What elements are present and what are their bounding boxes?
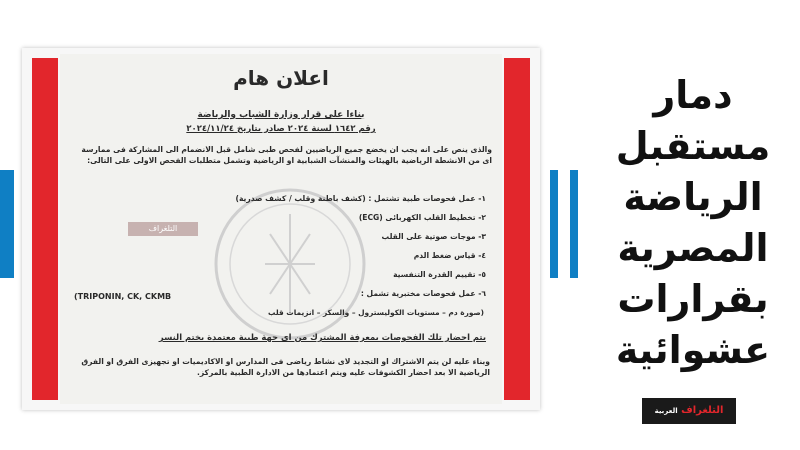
lab-tests-text: (صورة دم – مستويات الكوليسترول – والسكر – انزيمات قلب	[268, 308, 484, 317]
headline-line: عشوائية	[615, 328, 771, 372]
requirements-list	[74, 194, 486, 308]
announcement-title: اعلان هام	[233, 66, 329, 90]
cardiac-enzymes-latin: (TRIPONIN, CK, CKMB	[74, 292, 172, 301]
list-item: ٥- تقييم القدرة التنفسية	[393, 270, 486, 279]
decision-reference: بناءا على قرار وزارة الشباب والرياضة	[197, 110, 365, 120]
left-blue-accent-bar	[0, 170, 14, 278]
document-photo-frame	[22, 48, 540, 410]
logo-suffix: العربية	[654, 407, 678, 415]
right-red-border	[504, 58, 530, 400]
mid-blue-accent-bar-2	[570, 170, 578, 278]
highlight-note: يتم احضار تلك الفحوصات بمعرفة المشترك من اى جهة طبية معتمدة بختم النسر	[158, 332, 486, 342]
announcement-paper	[60, 54, 502, 404]
announcement-intro: والذى ينص على انه يجب ان يخضع جميع الرياضيين لفحص طبى شامل قبل الانضمام الى المشاركة فى ممارسة اى من الانشطة الرياضية بالهيئات والمنشآت الشبابية او الرياضية وتشمل متطلبات الفحص الاولى على التالى:	[81, 145, 492, 165]
headline	[598, 70, 788, 376]
headline-line: الرياضة	[623, 175, 763, 219]
list-item: ١- عمل فحوصات طبية تشتمل : (كشف باطنة وقلب / كشف صدرية)	[235, 194, 486, 203]
site-logo[interactable]	[642, 398, 736, 424]
list-item: ٦- عمل فحوصات مختبرية تشمل :	[360, 289, 486, 298]
mid-blue-accent-bar-1	[550, 170, 558, 278]
list-item: ٣- موجات صوتية على القلب	[381, 232, 486, 241]
left-red-border	[32, 58, 58, 400]
headline-line: بقرارات	[617, 277, 769, 321]
headline-line: دمار	[653, 73, 733, 117]
decision-number: رقم ١٦٤٢ لسنة ٢٠٢٤ صادر بتاريخ ٢٠٢٤/١١/٢٤	[186, 124, 376, 134]
headline-line: مستقبل	[615, 124, 771, 168]
logo-text: التلغراف	[681, 405, 724, 416]
watermark-label: التلغراف	[128, 222, 198, 236]
list-item: ٤- قياس ضغط الدم	[413, 251, 486, 260]
headline-line: المصرية	[617, 226, 769, 270]
list-item: ٢- تخطيط القلب الكهربائى (ECG)	[358, 213, 486, 222]
closing-paragraph: وبناء عليه لن يتم الاشتراك او التجديد لاى نشاط رياضى فى المدارس او الاكاديميات او تجهيزى الفرق او الفرق الرياضية الا بعد احضار الكشوفات عليه ويتم اعتمادها من الادارة الطبية بالمركز.	[81, 357, 490, 377]
